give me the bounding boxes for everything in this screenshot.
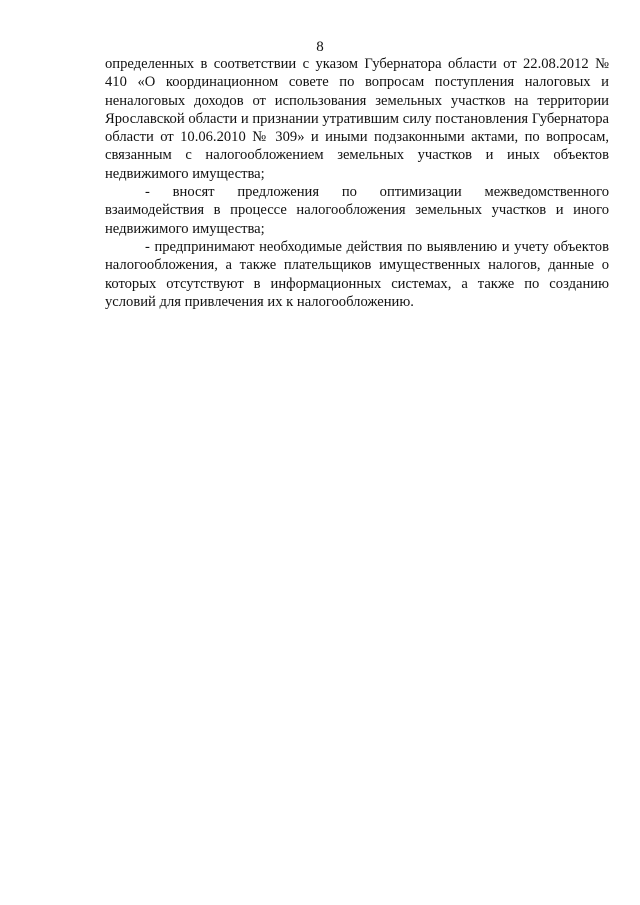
paragraph-list-item-proposals: - вносят предложения по оптимизации межведомственного взаимодействия в процессе налогообложения земельных участков и иного недвижимого имущества;	[105, 184, 609, 237]
body-text	[105, 55, 609, 311]
paragraph-list-item-actions: - предпринимают необходимые действия по выявлению и учету объектов налогообложения, а также плательщиков имущественных налогов, данные о которых отсутствуют в информационных системах, а также по созданию условий для привлечения их к налогообложению.	[105, 238, 609, 310]
paragraph-continuation: определенных в соответствии с указом Губернатора области от 22.08.2012 № 410 «О координационном совете по вопросам поступления налоговых и неналоговых доходов от использования земельных участков на территории Ярославской области и признании утратившим силу постановления Губернатора области от 10.06.2010 № 309» и иными подзаконными актами, по вопросам, связанным с налогообложением земельных участков и иных объектов недвижимого имущества;	[105, 56, 609, 182]
page-number: 8	[316, 39, 324, 55]
